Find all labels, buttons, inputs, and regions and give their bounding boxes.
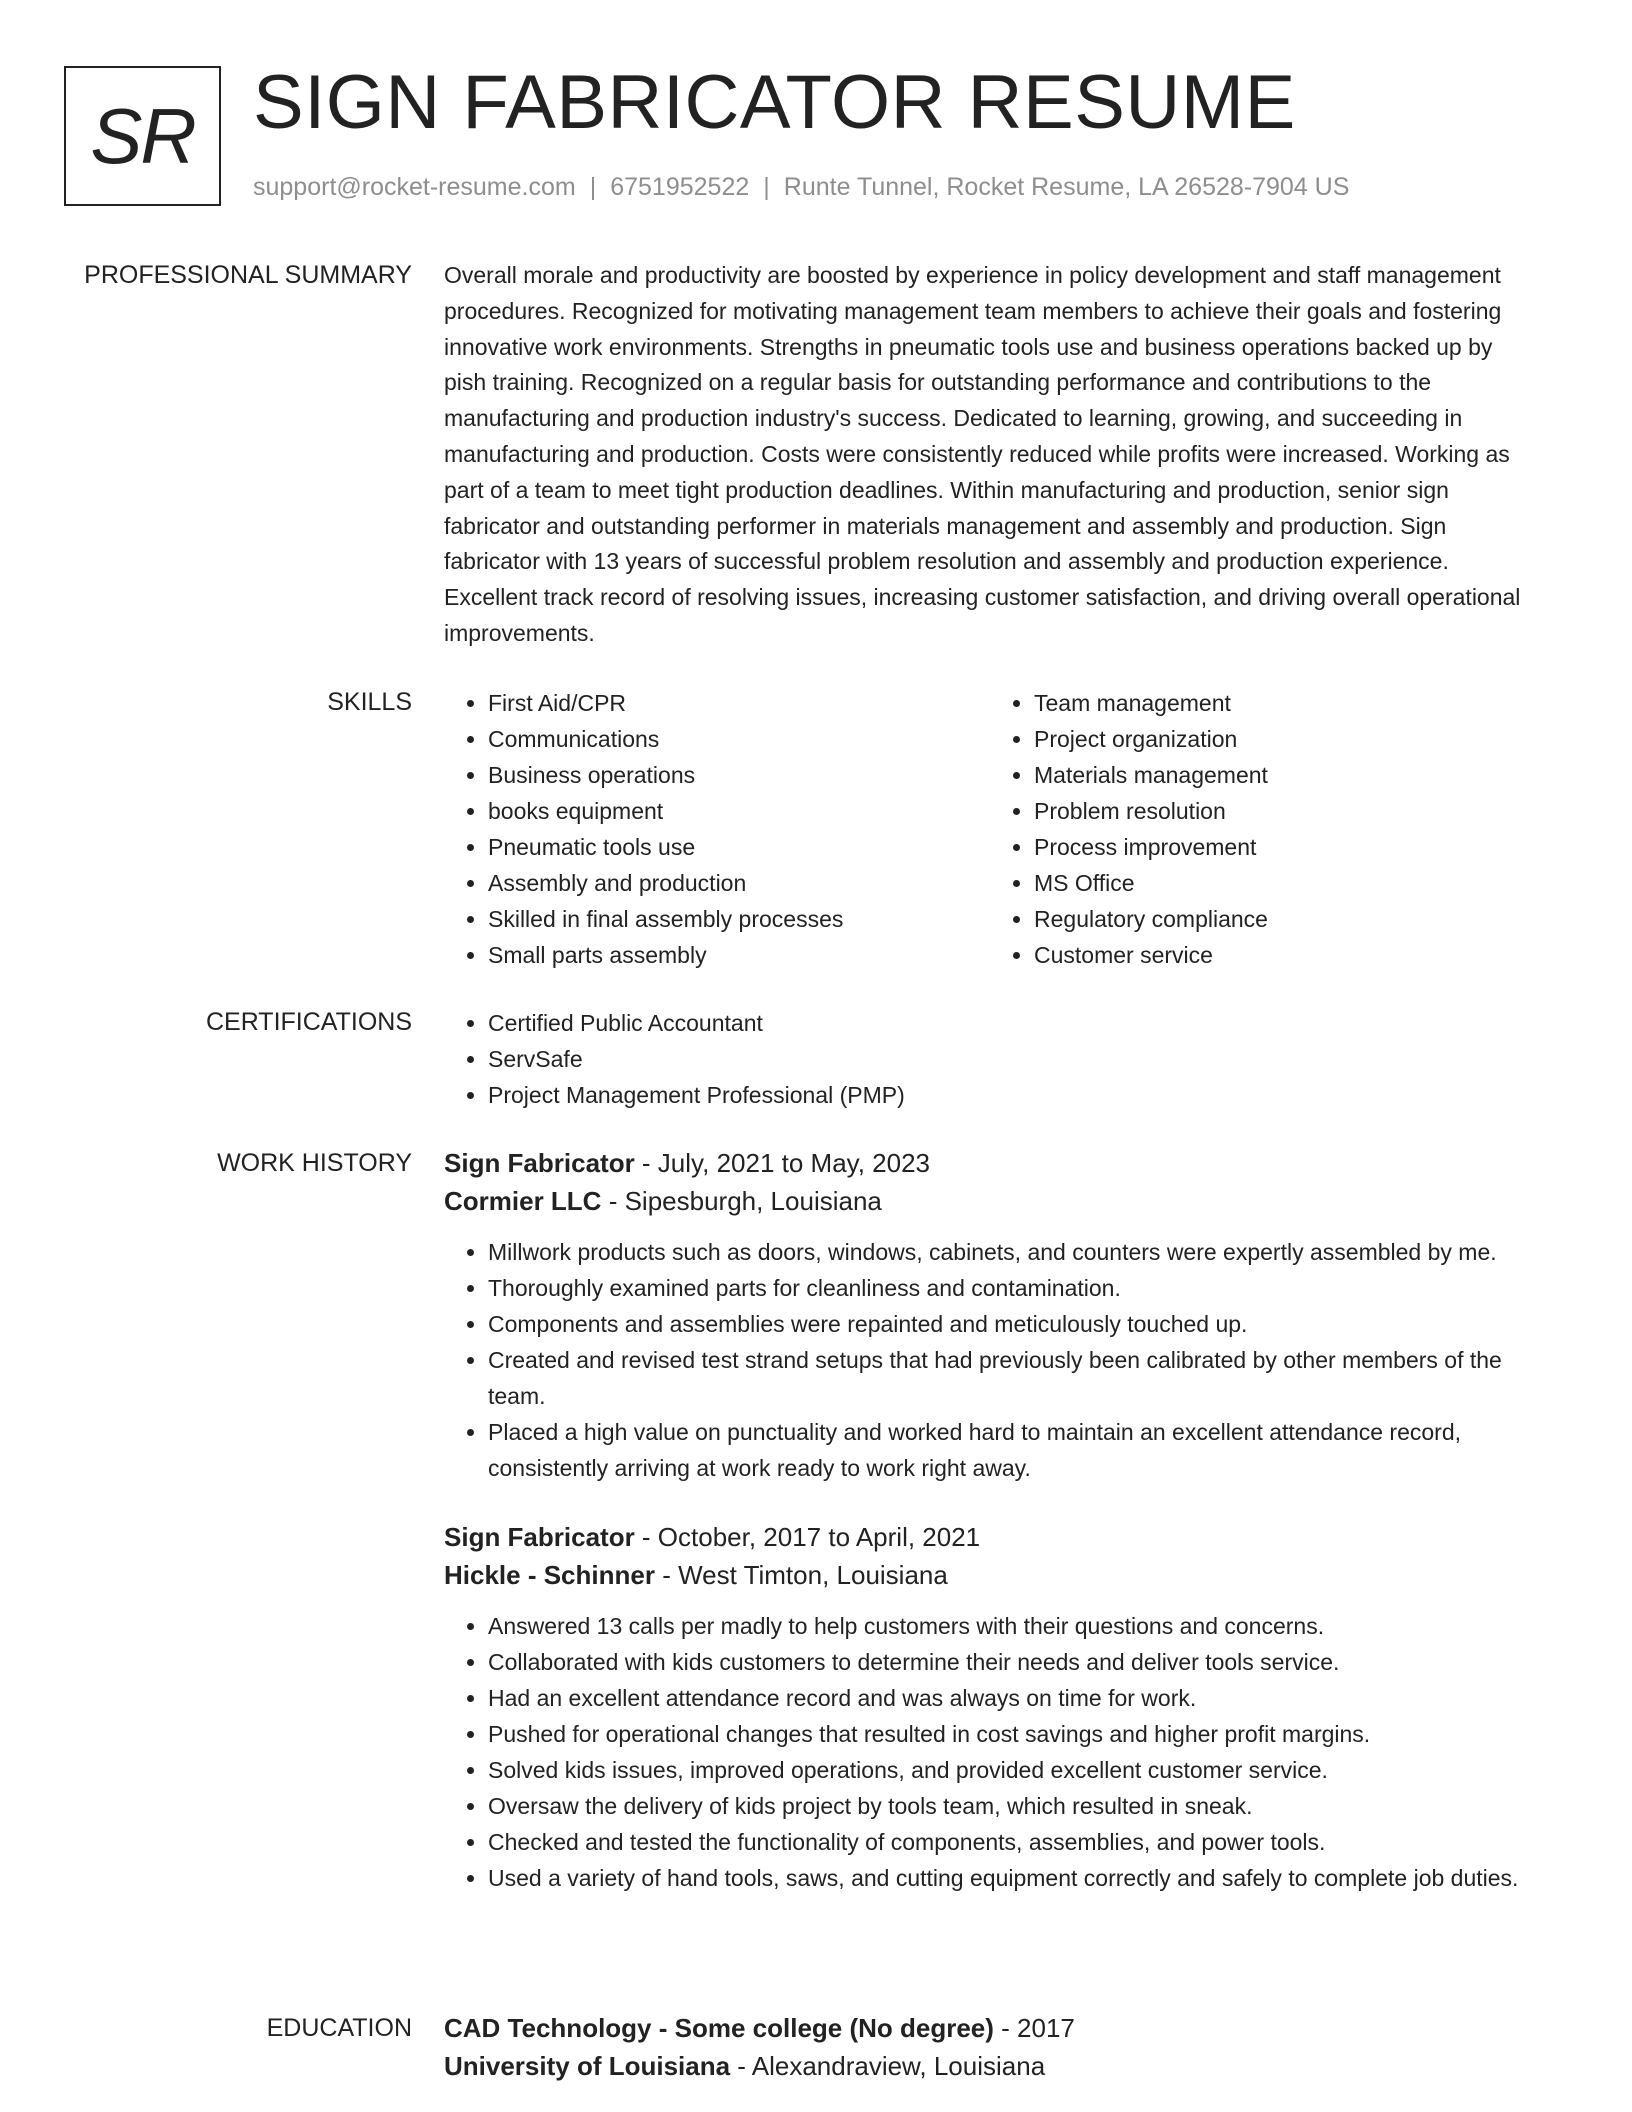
summary-heading: PROFESSIONAL SUMMARY [84, 261, 412, 289]
certifications-heading: CERTIFICATIONS [205, 1008, 412, 1036]
work-history-heading: WORK HISTORY [217, 1149, 412, 1177]
job-duty-item: • Placed a high value on punctuality and worked hard to maintain an excellent attendance record, consistently arriving at work ready to work right away. [488, 1414, 1536, 1486]
job-duty-item: • Checked and tested the functionality of components, assemblies, and power tools. [488, 1824, 1536, 1860]
job-location: - Sipesburgh, Louisiana [601, 1186, 882, 1216]
skills-body [444, 685, 1536, 973]
skill-item: • Business operations [488, 757, 990, 793]
skill-item: • Project organization [1034, 721, 1536, 757]
skill-item: • Customer service [1034, 937, 1536, 973]
job-title-line [444, 1518, 1536, 1556]
skills-grid [444, 685, 1536, 973]
job-duties-list [444, 1234, 1536, 1486]
job-duty-item: • Had an excellent attendance record and was always on time for work. [488, 1680, 1536, 1716]
skills-list-right [990, 685, 1536, 973]
skill-item: • Assembly and production [488, 865, 990, 901]
job-company: Hickle - Schinner [444, 1560, 655, 1590]
job-title: Sign Fabricator [444, 1148, 635, 1178]
job-duty-item: • Collaborated with kids customers to determine their needs and deliver tools service. [488, 1644, 1536, 1680]
skill-item: • Pneumatic tools use [488, 829, 990, 865]
education-heading: EDUCATION [266, 2014, 412, 2042]
job-title: Sign Fabricator [444, 1522, 635, 1552]
job-title-line [444, 1144, 1536, 1182]
summary-body [444, 258, 1536, 652]
contact-email: support@rocket-resume.com [253, 173, 576, 201]
education-degree-line [444, 2009, 1536, 2047]
education-body [444, 2009, 1536, 2085]
job-duty-item: • Components and assemblies were repainted and meticulously touched up. [488, 1306, 1536, 1342]
skills-column-right [990, 685, 1536, 973]
job-dates: - July, 2021 to May, 2023 [634, 1148, 931, 1178]
job-duty-item: • Pushed for operational changes that resulted in cost savings and higher profit margins. [488, 1716, 1536, 1752]
job-entry [444, 1144, 1536, 1486]
job-entry [444, 1518, 1536, 1896]
education-school: University of Louisiana [444, 2051, 731, 2081]
contact-address: Runte Tunnel, Rocket Resume, LA 26528-7904 US [783, 173, 1350, 201]
skills-heading: SKILLS [327, 688, 412, 716]
certification-item: • Project Management Professional (PMP) [488, 1077, 1536, 1113]
work-history-body [444, 1144, 1536, 1928]
certifications-list [444, 1005, 1536, 1113]
certification-item: • ServSafe [488, 1041, 1536, 1077]
education-location: - Alexandraview, Louisiana [730, 2051, 1046, 2081]
skill-item: • Small parts assembly [488, 937, 990, 973]
monogram-logo: SR [64, 66, 221, 206]
skill-item: • Regulatory compliance [1034, 901, 1536, 937]
job-dates: - October, 2017 to April, 2021 [634, 1522, 981, 1552]
job-duty-item: • Used a variety of hand tools, saws, and cutting equipment correctly and safely to complete job duties. [488, 1860, 1536, 1896]
education-school-line [444, 2047, 1536, 2085]
page-title: SIGN FABRICATOR RESUME [253, 60, 1296, 145]
contact-phone: 6751952522 [610, 173, 750, 201]
skill-item: • Communications [488, 721, 990, 757]
skill-item: • Team management [1034, 685, 1536, 721]
contact-separator: | [589, 173, 597, 201]
contact-separator: | [763, 173, 770, 201]
skills-list-left [444, 685, 990, 973]
job-location: - West Timton, Louisiana [654, 1560, 948, 1590]
skill-item: • Problem resolution [1034, 793, 1536, 829]
job-duty-item: • Answered 13 calls per madly to help customers with their questions and concerns. [488, 1608, 1536, 1644]
job-duty-item: • Oversaw the delivery of kids project by tools team, which resulted in sneak. [488, 1788, 1536, 1824]
job-company-line [444, 1556, 1536, 1594]
job-duty-item: • Solved kids issues, improved operations, and provided excellent customer service. [488, 1752, 1536, 1788]
skill-item: • Materials management [1034, 757, 1536, 793]
skill-item: • Process improvement [1034, 829, 1536, 865]
skill-item: • books equipment [488, 793, 990, 829]
contact-line [253, 173, 1349, 202]
summary-text: Overall morale and productivity are boosted by experience in policy development and staff management procedures. Recognized for motivating management team members to achieve their goals and fostering innovative work environments. Strengths in pneumatic tools use and business operations backed up by pish training. Recognized on a regular basis for outstanding performance and contributions to the manufacturing and production industry's success. Dedicated to learning, growing, and succeeding in manufacturing and production. Costs were consistently reduced while profits were increased. Working as part of a team to meet tight production deadlines. Within manufacturing and production, senior sign fabricator and outstanding performer in materials management and assembly and production. Sign fabricator with 13 years of successful problem resolution and assembly and production experience. Excellent track record of resolving issues, increasing customer satisfaction, and driving overall operational improvements. [444, 262, 1521, 646]
education-year: - 2017 [993, 2013, 1075, 2043]
certifications-body [444, 1005, 1536, 1113]
education-degree: CAD Technology - Some college (No degree) [444, 2013, 994, 2043]
job-company: Cormier LLC [444, 1186, 602, 1216]
skill-item: • Skilled in final assembly processes [488, 901, 990, 937]
job-duty-item: • Millwork products such as doors, windows, cabinets, and counters were expertly assembled by me. [488, 1234, 1536, 1270]
skill-item: • First Aid/CPR [488, 685, 990, 721]
job-duty-item: • Thoroughly examined parts for cleanliness and contamination. [488, 1270, 1536, 1306]
job-company-line [444, 1182, 1536, 1220]
job-duty-item: • Created and revised test strand setups that had previously been calibrated by other members of the team. [488, 1342, 1536, 1414]
skills-column-left [444, 685, 990, 973]
certification-item: • Certified Public Accountant [488, 1005, 1536, 1041]
job-duties-list [444, 1608, 1536, 1896]
skill-item: • MS Office [1034, 865, 1536, 901]
